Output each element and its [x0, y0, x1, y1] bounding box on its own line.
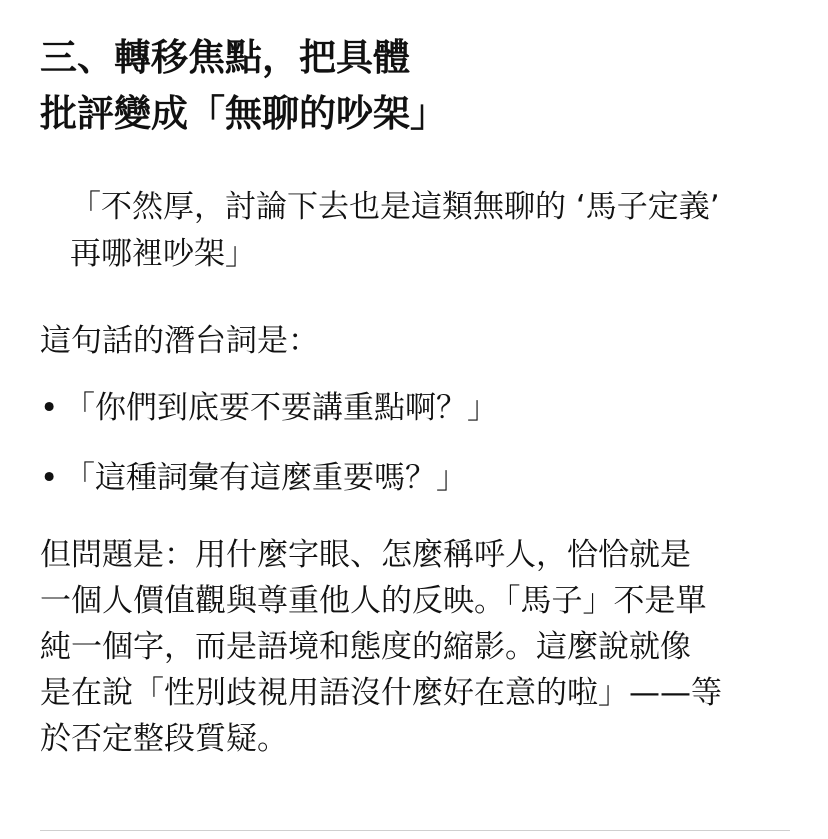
quote-line: 「不然厚，討論下去也是這類無聊的 ‘馬子定義’	[70, 189, 720, 225]
subtext-list	[40, 385, 790, 502]
list-item	[40, 385, 790, 432]
body-line: 於否定整段質疑。	[40, 721, 288, 757]
section-divider	[40, 830, 790, 831]
bullet-marker: •	[40, 390, 59, 426]
bullet-marker: •	[40, 460, 59, 496]
list-item	[40, 455, 790, 502]
intro-text: 這句話的潛台詞是：	[40, 323, 319, 359]
list-item-text: 「這種詞彙有這麼重要嗎？」	[64, 460, 467, 496]
body-line: 是在說「性別歧視用語沒什麼好在意的啦」——等	[40, 675, 722, 711]
body-paragraph	[40, 532, 790, 762]
heading-line: 批評變成「無聊的吵架」	[40, 92, 447, 135]
quoted-statement	[70, 184, 790, 278]
body-line: 一個人價值觀與尊重他人的反映。「馬子」不是單	[40, 583, 707, 619]
body-line: 但問題是：用什麼字眼、怎麼稱呼人，恰恰就是	[40, 537, 691, 573]
body-line: 純一個字，而是語境和態度的縮影。這麼說就像	[40, 629, 691, 665]
list-item-text: 「你們到底要不要講重點啊？」	[64, 390, 498, 426]
article-section	[40, 30, 790, 762]
section-heading	[40, 30, 790, 142]
quote-line: 再哪裡吵架」	[70, 236, 256, 272]
heading-line: 三、轉移焦點，把具體	[40, 36, 410, 79]
